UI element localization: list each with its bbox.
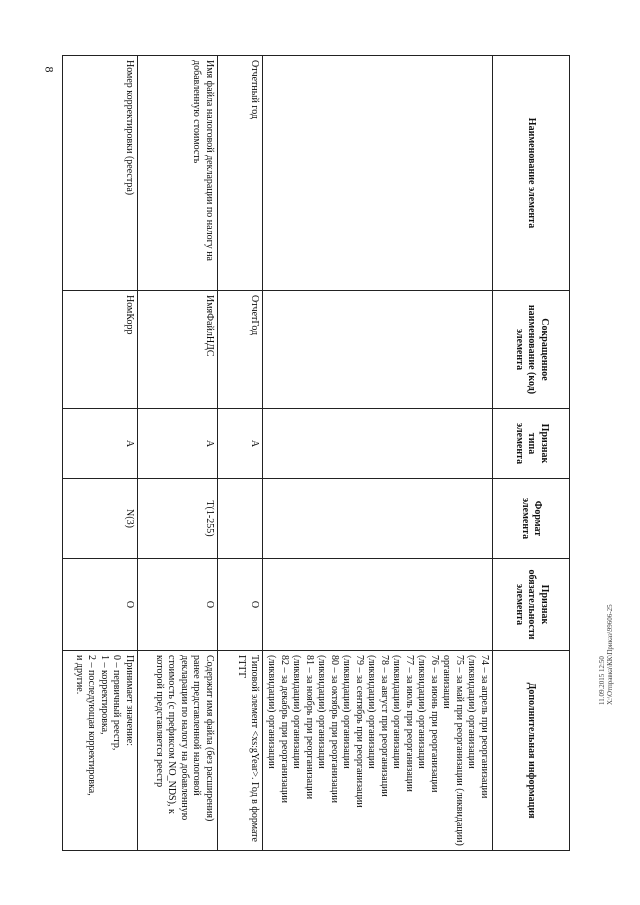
header-element-name: Наименование элемента <box>493 56 570 291</box>
header-element-required: Признак обязательности элемента <box>493 559 570 651</box>
table-row-continuation <box>263 56 493 851</box>
info-line: Принимает значение: <box>124 655 135 747</box>
cell-format <box>218 479 263 559</box>
cell-empty <box>263 56 493 291</box>
cell-type: А <box>63 409 138 479</box>
cell-format: T(1-255) <box>138 479 218 559</box>
cell-empty <box>263 291 493 409</box>
cell-code: НомКорр <box>63 291 138 409</box>
cell-format: N(3) <box>63 479 138 559</box>
cell-type: А <box>138 409 218 479</box>
cell-name: Номер корректировки (реестра) <box>63 56 138 291</box>
info-line: 79 – за сентябрь при реорганизации (ликвидации) организации <box>341 655 365 808</box>
cell-info <box>63 651 138 851</box>
footer-path: X:\Отправка\КК\Приказ\99606-25 <box>606 604 614 705</box>
cell-empty <box>263 409 493 479</box>
table-header-row <box>493 56 570 851</box>
info-line: 1 – корректировка, <box>99 655 110 735</box>
cell-required: О <box>218 559 263 651</box>
footer-stamp <box>598 545 614 705</box>
info-line: 0 – первичный реестр, <box>111 655 123 751</box>
elements-table <box>62 55 570 851</box>
header-additional-info: Дополнительная информация <box>493 651 570 851</box>
cell-name: Имя файла налоговой декларации по налогу на добавленную стоимость <box>138 56 218 291</box>
info-line: 82 – за декабрь при реорганизации (ликвидации) организации <box>266 655 290 804</box>
table-row <box>138 56 218 851</box>
cell-info: Типовой элемент <xs:gYear>. Год в формате ГГГГ <box>218 651 263 851</box>
cell-name: Отчетный год <box>218 56 263 291</box>
cell-empty <box>263 479 493 559</box>
cell-required: О <box>63 559 138 651</box>
info-line: 77 – за июль при реорганизации (ликвидации) организации <box>391 655 415 792</box>
info-line: 2 – последующая корректировка, <box>86 655 98 796</box>
cell-info: Содержит имя файла (без расширения) ранее представленной налоговой декларации по налогу на добавленную стоимость (с префиксом NO_NDS), к которой представляется реестр <box>138 651 218 851</box>
cell-empty <box>263 559 493 651</box>
header-element-code: Сокращенное наименование (код) элемента <box>493 291 570 409</box>
table-row <box>218 56 263 851</box>
info-line: 81 – за ноябрь при реорганизации (ликвидации) организации <box>291 655 315 800</box>
header-element-type: Признак типа элемента <box>493 409 570 479</box>
cell-continuation-info <box>263 651 493 851</box>
info-line: 76 – за июнь при реорганизации (ликвидации) организации <box>416 655 440 793</box>
page-number: 8 <box>42 66 57 73</box>
rotated-table-container <box>74 55 570 850</box>
info-line: 75 – за май при реорганизации (ликвидации) организации <box>441 655 465 846</box>
table-row <box>63 56 138 851</box>
cell-code: ОтчетГод <box>218 291 263 409</box>
cell-type: А <box>218 409 263 479</box>
info-line: 80 – за октябрь при реорганизации (ликвидации) организации <box>316 655 340 803</box>
cell-required: О <box>138 559 218 651</box>
info-line: и другие. <box>74 655 85 695</box>
footer-date: 11.09.2015 12:50 <box>598 656 606 705</box>
cell-code: ИмяФайлНДС <box>138 291 218 409</box>
info-line: 74 – за апрель при реорганизации (ликвидации) организации <box>466 655 490 799</box>
header-element-format: Формат элемента <box>493 479 570 559</box>
info-line: 78 – за август при реорганизации (ликвидации) организации <box>366 655 390 797</box>
